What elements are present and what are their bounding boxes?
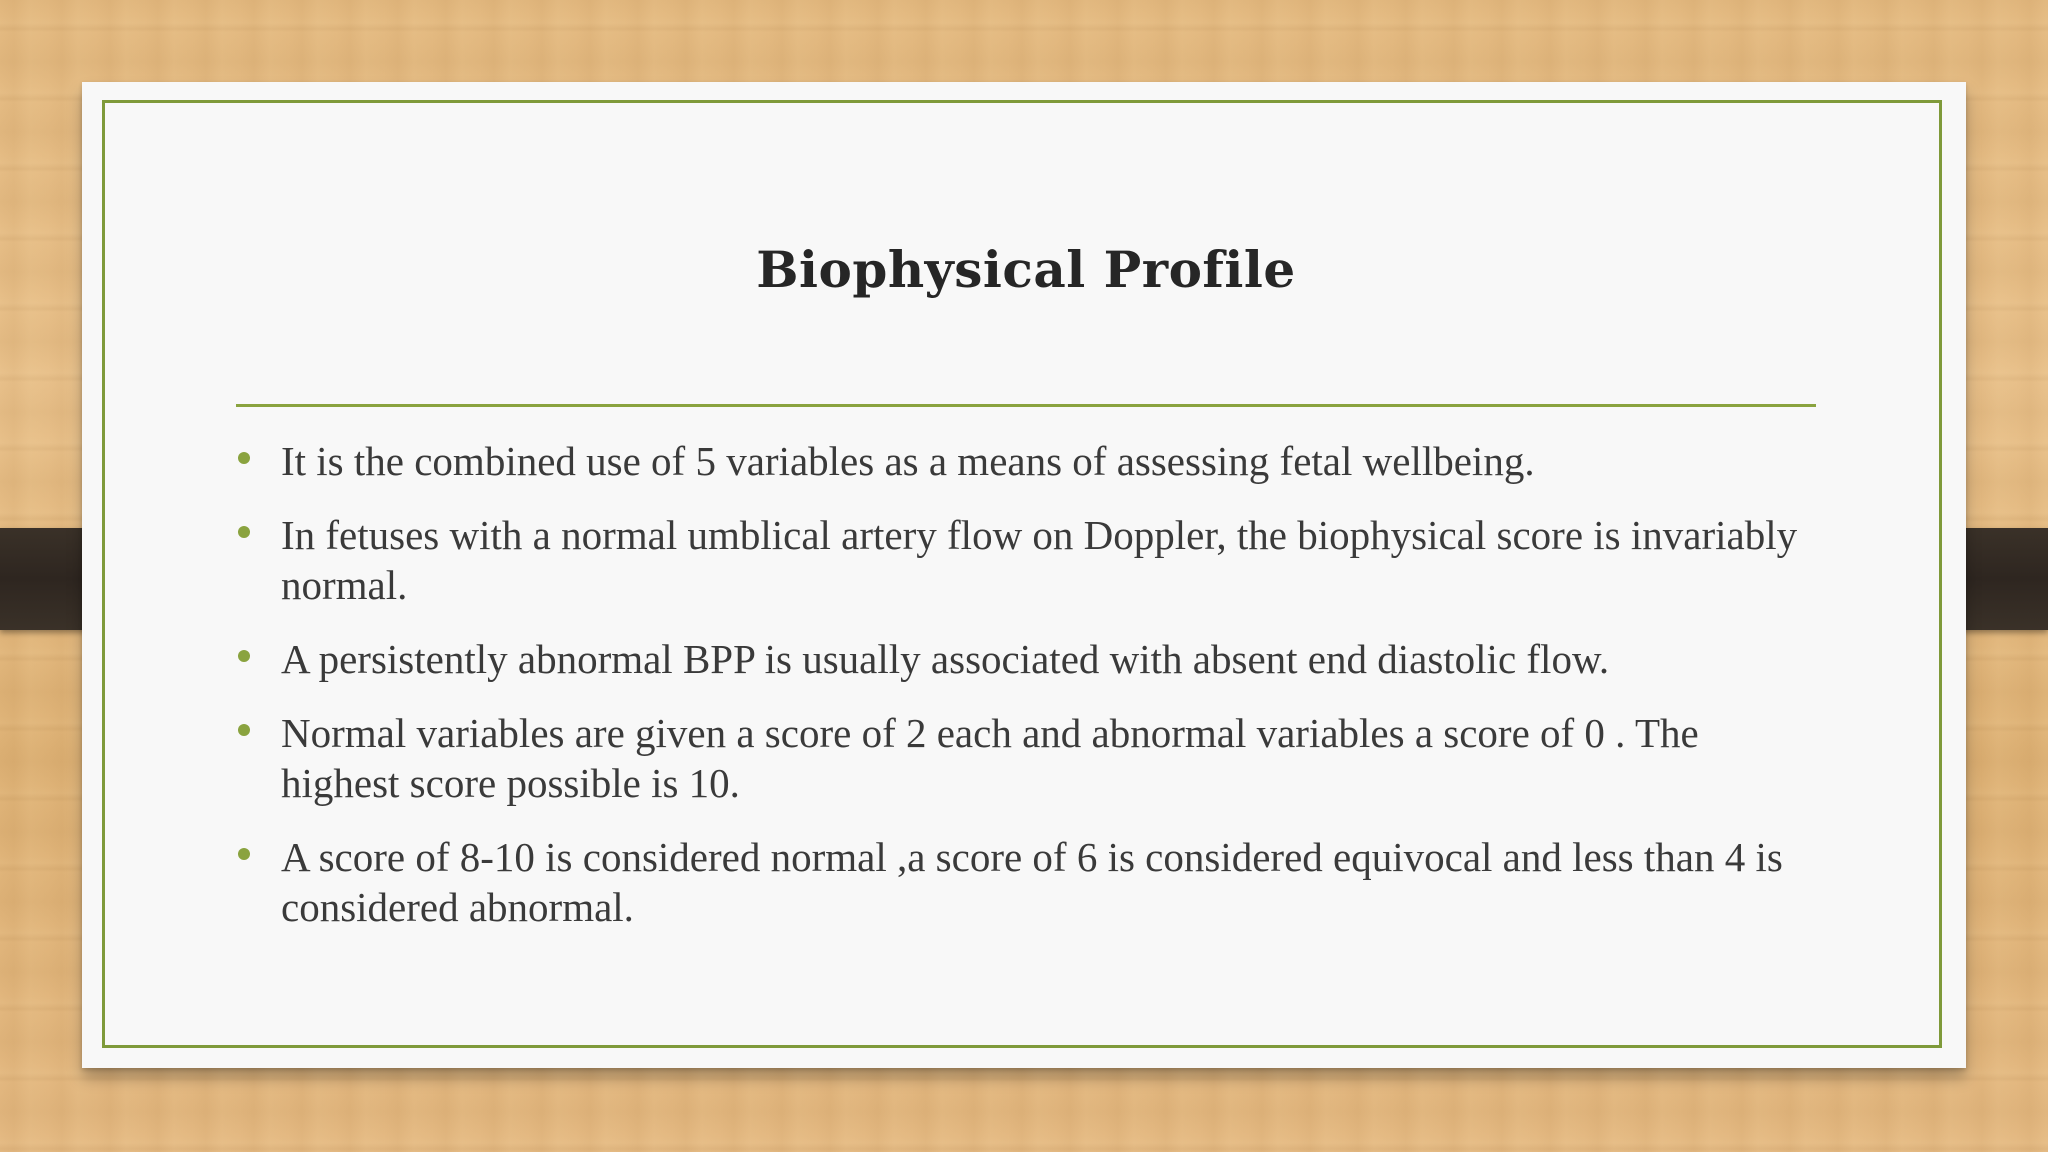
title-divider — [236, 404, 1816, 407]
bullet-text: A score of 8-10 is considered normal ,a score of 6 is considered equivocal and less than 4 is considered abnormal. — [281, 834, 1783, 930]
bullet-item — [236, 634, 1816, 684]
bullet-dot-icon — [238, 724, 250, 736]
bullet-dot-icon — [238, 526, 250, 538]
bullet-text: It is the combined use of 5 variables as a means of assessing fetal wellbeing. — [281, 438, 1535, 484]
bullet-text: Normal variables are given a score of 2 each and abnormal variables a score of 0 . The highest score possible is 10. — [281, 710, 1699, 806]
bullet-dot-icon — [238, 848, 250, 860]
bullet-item — [236, 510, 1816, 610]
bullet-text: In fetuses with a normal umblical artery flow on Doppler, the biophysical score is invariably normal. — [281, 512, 1798, 608]
bullet-text: A persistently abnormal BPP is usually associated with absent end diastolic flow. — [281, 636, 1610, 682]
bullet-list — [236, 436, 1816, 956]
bullet-item — [236, 436, 1816, 486]
slide-title: Biophysical Profile — [756, 240, 1296, 299]
bullet-dot-icon — [238, 452, 250, 464]
bullet-dot-icon — [238, 650, 250, 662]
bullet-item — [236, 708, 1816, 808]
bullet-item — [236, 832, 1816, 932]
